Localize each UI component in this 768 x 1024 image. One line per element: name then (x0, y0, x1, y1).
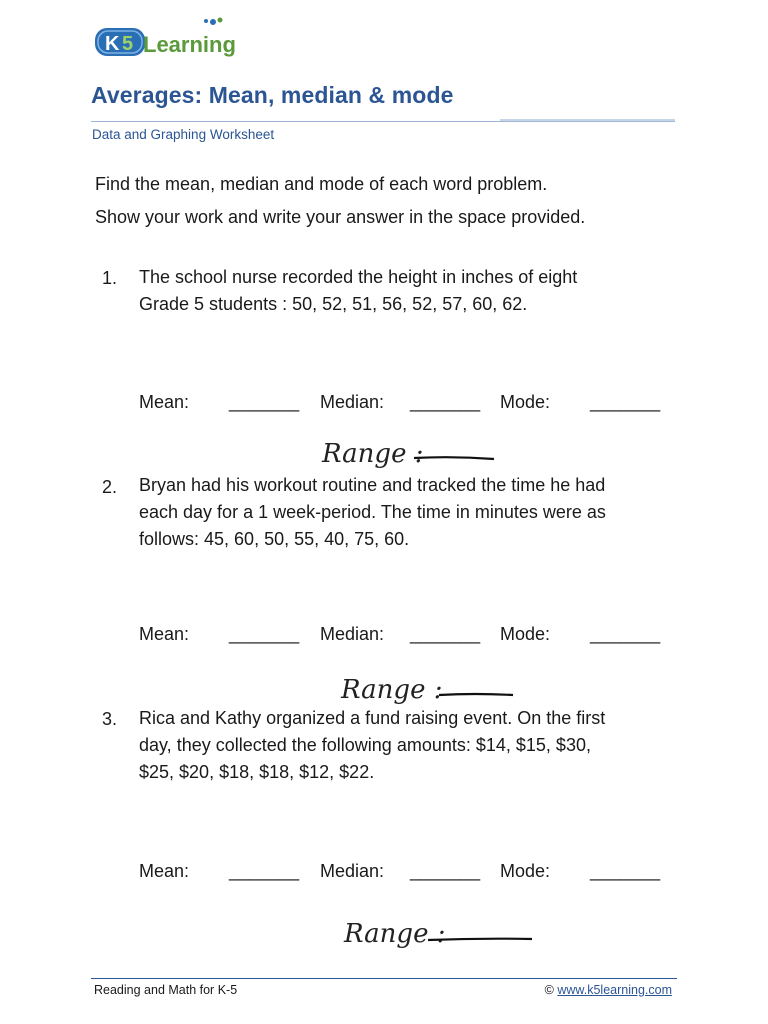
mean-blank[interactable]: _______ (229, 861, 300, 881)
title-divider-accent (500, 119, 675, 121)
median-label: Median: (320, 624, 385, 644)
svg-text:5: 5 (122, 33, 134, 55)
question-text (139, 472, 679, 553)
median-label: Median: (320, 861, 385, 881)
answer-row (139, 624, 679, 650)
mean-blank[interactable]: _______ (229, 392, 300, 412)
question-line: follows: 45, 60, 50, 55, 40, 75, 60. (139, 529, 410, 549)
website-link[interactable]: www.k5learning.com (557, 983, 672, 997)
mean-label: Mean: (139, 392, 190, 412)
median-label: Median: (320, 392, 385, 412)
k5learning-logo[interactable] (93, 16, 263, 60)
instruction-line: Find the mean, median and mode of each word problem. (95, 174, 548, 194)
svg-text:Learning: Learning (143, 32, 236, 57)
handwritten-range-answer (340, 904, 580, 964)
handwritten-range-label: Range : (341, 675, 443, 705)
footer-tagline: Reading and Math for K-5 (94, 983, 238, 997)
question-line: each day for a 1 week-period. The time in minutes were as (139, 502, 606, 522)
mode-label: Mode: (500, 392, 551, 412)
answer-row (139, 392, 679, 418)
mode-blank[interactable]: _______ (590, 624, 661, 644)
mean-blank[interactable]: _______ (229, 624, 300, 644)
question-number: 3. (102, 709, 118, 729)
footer-divider (91, 978, 677, 979)
mean-label: Mean: (139, 861, 190, 881)
question-line: The school nurse recorded the height in inches of eight (139, 267, 578, 287)
handwritten-range-label: Range : (344, 919, 446, 949)
title-divider (91, 121, 675, 122)
mode-blank[interactable]: _______ (590, 392, 661, 412)
question-text (139, 264, 679, 318)
question-number: 1. (102, 268, 118, 288)
answer-row (139, 861, 679, 887)
page-title: Averages: Mean, median & mode (91, 82, 454, 108)
mode-label: Mode: (500, 624, 551, 644)
svg-text:K: K (105, 33, 120, 55)
mean-label: Mean: (139, 624, 190, 644)
question-line: Rica and Kathy organized a fund raising event. On the first (139, 708, 606, 728)
handwritten-range-label: Range : (322, 439, 424, 469)
worksheet-subtitle: Data and Graphing Worksheet (92, 127, 275, 142)
median-blank[interactable]: _______ (410, 392, 481, 412)
median-blank[interactable]: _______ (410, 861, 481, 881)
question-line: Bryan had his workout routine and tracked the time he had (139, 475, 606, 495)
mode-blank[interactable]: _______ (590, 861, 661, 881)
question-line: day, they collected the following amounts: $14, $15, $30, (139, 735, 591, 755)
footer-copyright (545, 983, 672, 997)
question-text (139, 705, 679, 786)
median-blank[interactable]: _______ (410, 624, 481, 644)
copyright-symbol: © (544, 983, 554, 997)
question-line: $25, $20, $18, $18, $12, $22. (139, 762, 375, 782)
question-line: Grade 5 students : 50, 52, 51, 56, 52, 57, 60, 62. (139, 294, 528, 314)
mode-label: Mode: (500, 861, 551, 881)
question-number: 2. (102, 477, 118, 497)
instruction-line: Show your work and write your answer in the space provided. (95, 207, 586, 227)
